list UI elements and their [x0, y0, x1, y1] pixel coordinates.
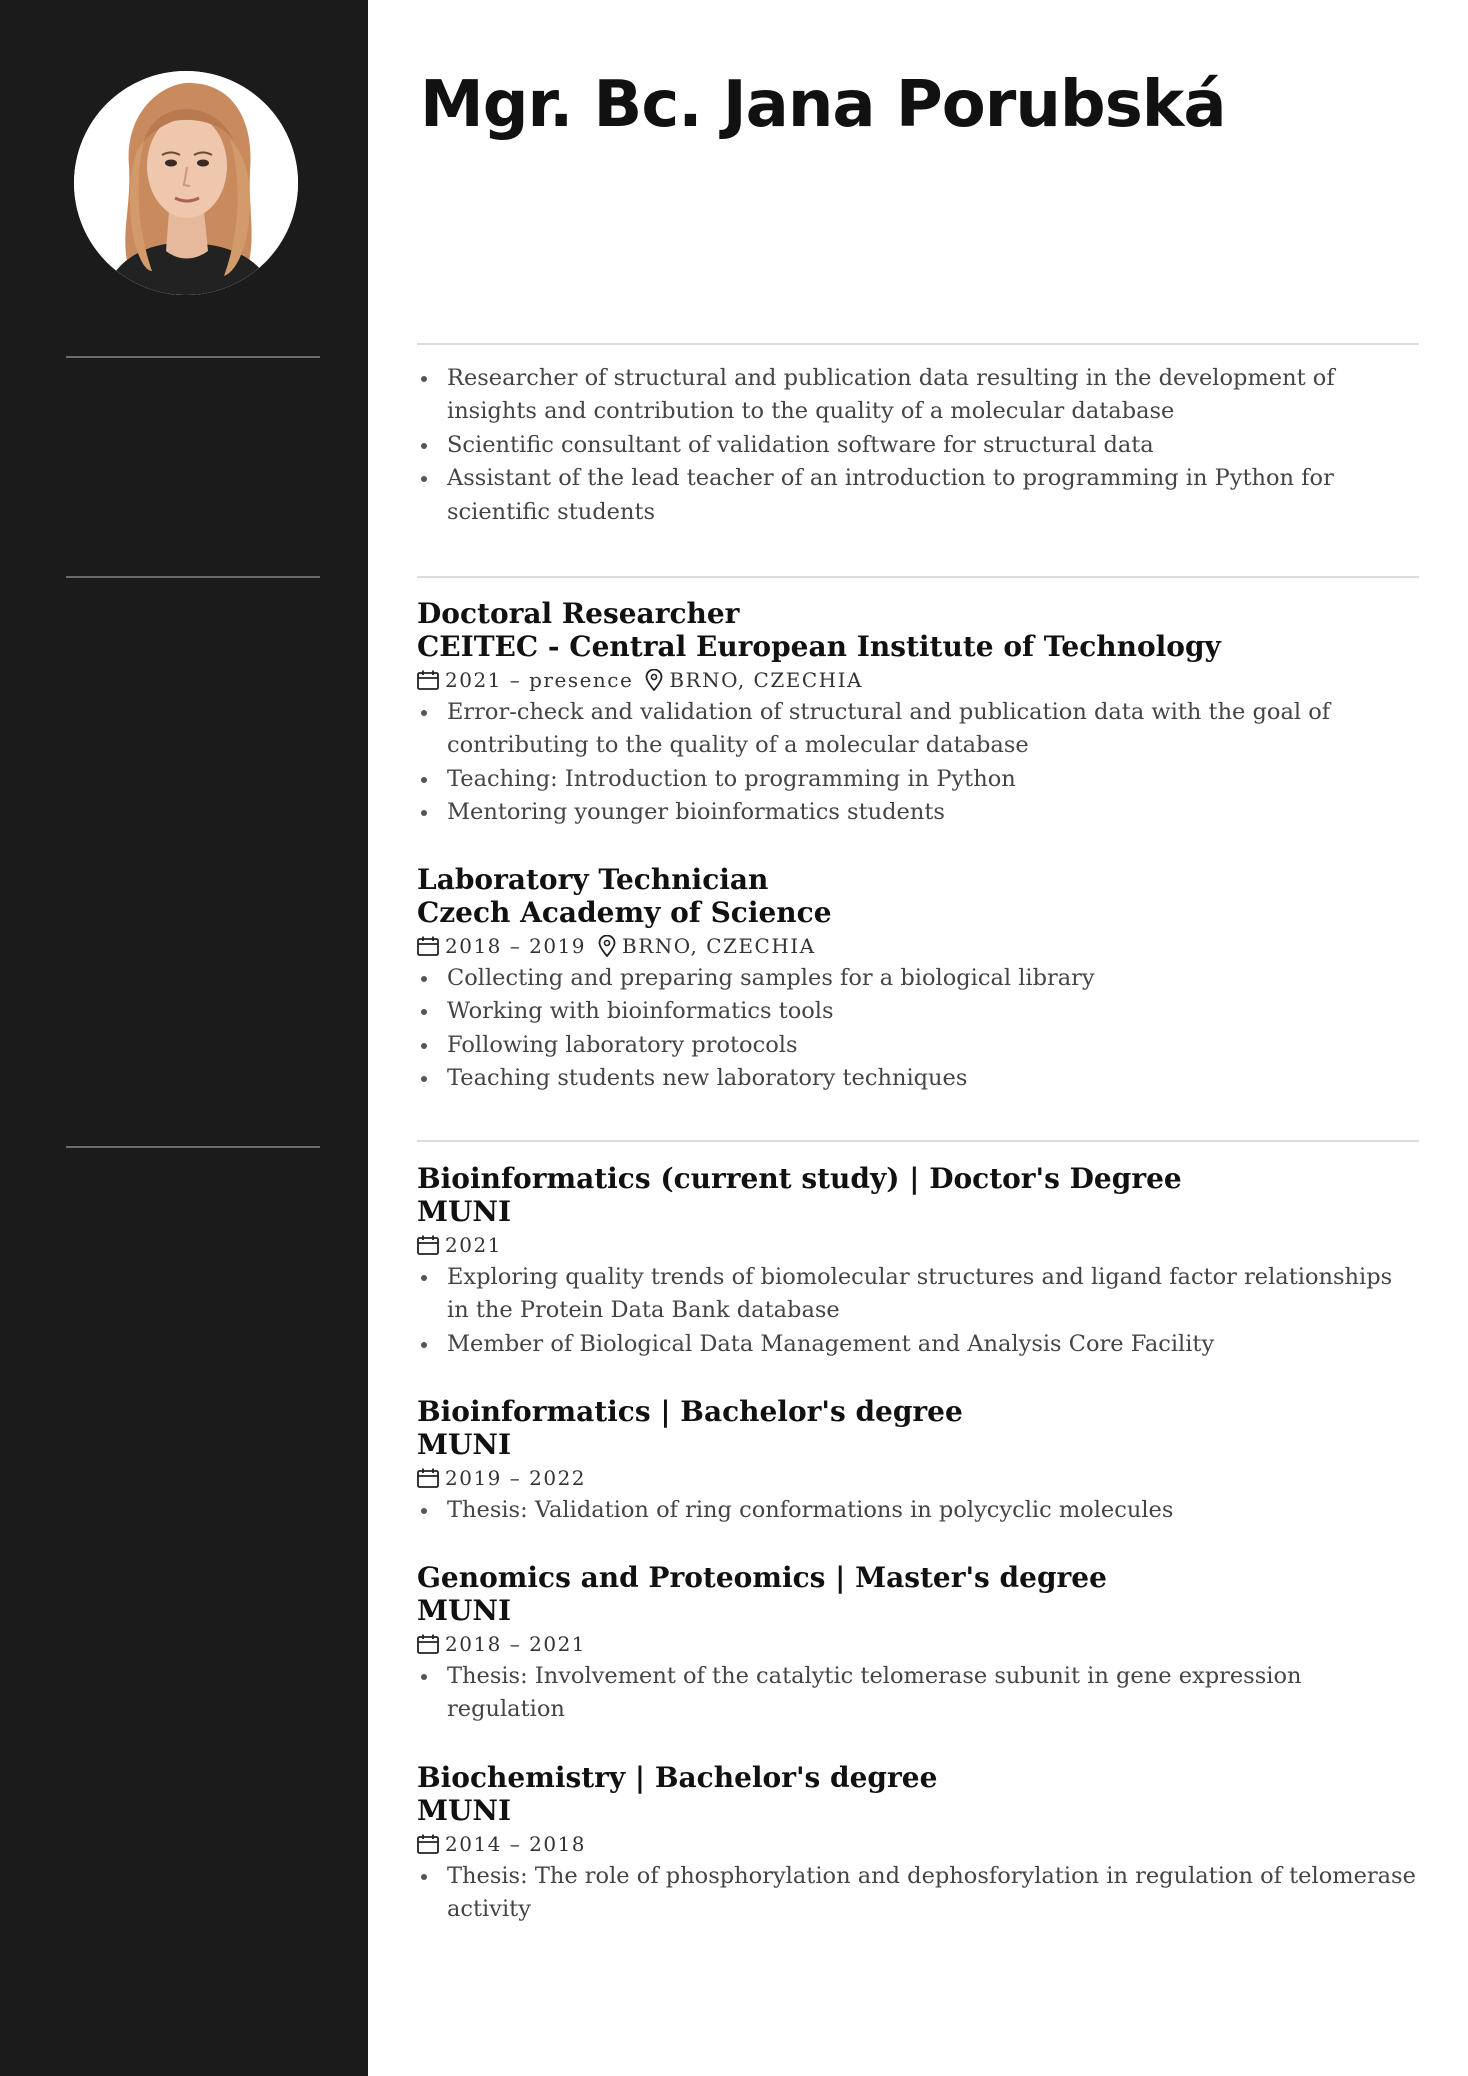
degree-title: Bioinformatics (current study) | Doctor's Degree — [417, 1162, 1182, 1195]
list-item: Thesis: The role of phosphorylation and dephosforylation in regulation of telomerase activity — [417, 1860, 1417, 1927]
experience-entry — [417, 863, 1417, 1096]
entry-dates: 2014 – 2018 — [445, 1831, 587, 1856]
calendar-icon — [417, 1834, 439, 1854]
list-item: Teaching students new laboratory techniques — [417, 1062, 1417, 1095]
list-item: Member of Biological Data Management and Analysis Core Facility — [417, 1328, 1417, 1361]
duties-list — [417, 962, 1417, 1096]
education-entry — [417, 1395, 1417, 1527]
experience-entry — [417, 597, 1417, 830]
candidate-name: Mgr. Bc. Jana Porubská — [420, 68, 1226, 142]
location-pin-icon — [645, 669, 663, 691]
entry-dates: 2021 — [445, 1232, 502, 1257]
education-entry — [417, 1162, 1417, 1361]
profile-rule — [417, 343, 1419, 345]
profile-list — [417, 362, 1417, 529]
location-pin-icon — [598, 935, 616, 957]
details-list — [417, 1261, 1417, 1361]
education-entry — [417, 1561, 1417, 1727]
job-title: Laboratory Technician — [417, 863, 769, 896]
institution: MUNI — [417, 1794, 512, 1827]
details-list — [417, 1494, 1417, 1527]
degree-title: Biochemistry | Bachelor's degree — [417, 1761, 938, 1794]
entry-dates: 2018 – 2019 — [445, 933, 587, 958]
list-item: Following laboratory protocols — [417, 1029, 1417, 1062]
institution: MUNI — [417, 1195, 512, 1228]
profile-divider — [66, 356, 320, 358]
entry-dates: 2018 – 2021 — [445, 1631, 587, 1656]
entry-meta — [417, 1827, 1417, 1860]
education-divider — [66, 1146, 320, 1148]
entry-meta — [417, 1627, 1417, 1660]
list-item: Teaching: Introduction to programming in Python — [417, 763, 1417, 796]
list-item: Thesis: Involvement of the catalytic telomerase subunit in gene expression regulation — [417, 1660, 1417, 1727]
institution: MUNI — [417, 1428, 512, 1461]
calendar-icon — [417, 670, 439, 690]
job-title: Doctoral Researcher — [417, 597, 740, 630]
profile-photo — [74, 71, 298, 295]
profile-section — [417, 362, 1417, 529]
education-rule — [417, 1140, 1419, 1142]
calendar-icon — [417, 1468, 439, 1488]
details-list — [417, 1660, 1417, 1727]
entry-location: BRNO, CZECHIA — [669, 667, 863, 692]
experience-divider — [66, 576, 320, 578]
entry-meta — [417, 663, 1417, 696]
calendar-icon — [417, 936, 439, 956]
list-item: Mentoring younger bioinformatics students — [417, 796, 1417, 829]
experience-rule — [417, 576, 1419, 578]
institution: MUNI — [417, 1594, 512, 1627]
education-entry — [417, 1761, 1417, 1927]
duties-list — [417, 696, 1417, 830]
details-list — [417, 1860, 1417, 1927]
list-item: Researcher of structural and publication data resulting in the development of insights and contribution to the quality of a molecular database — [417, 362, 1417, 429]
list-item: Thesis: Validation of ring conformations in polycyclic molecules — [417, 1494, 1417, 1527]
entry-dates: 2019 – 2022 — [445, 1465, 587, 1490]
entry-location: BRNO, CZECHIA — [622, 933, 816, 958]
employer: CEITEC - Central European Institute of Technology — [417, 630, 1221, 663]
entry-meta — [417, 929, 1417, 962]
avatar — [74, 71, 298, 295]
list-item: Working with bioinformatics tools — [417, 995, 1417, 1028]
list-item: Exploring quality trends of biomolecular structures and ligand factor relationships in the Protein Data Bank database — [417, 1261, 1417, 1328]
entry-meta — [417, 1228, 1417, 1261]
sidebar — [0, 0, 368, 2076]
employer: Czech Academy of Science — [417, 896, 832, 929]
list-item: Error-check and validation of structural and publication data with the goal of contributing to the quality of a molecular database — [417, 696, 1417, 763]
calendar-icon — [417, 1235, 439, 1255]
list-item: Assistant of the lead teacher of an introduction to programming in Python for scientific students — [417, 462, 1417, 529]
degree-title: Bioinformatics | Bachelor's degree — [417, 1395, 963, 1428]
list-item: Collecting and preparing samples for a biological library — [417, 962, 1417, 995]
entry-dates: 2021 – presence — [445, 667, 634, 692]
entry-meta — [417, 1461, 1417, 1494]
calendar-icon — [417, 1634, 439, 1654]
degree-title: Genomics and Proteomics | Master's degree — [417, 1561, 1107, 1594]
list-item: Scientific consultant of validation software for structural data — [417, 429, 1417, 462]
